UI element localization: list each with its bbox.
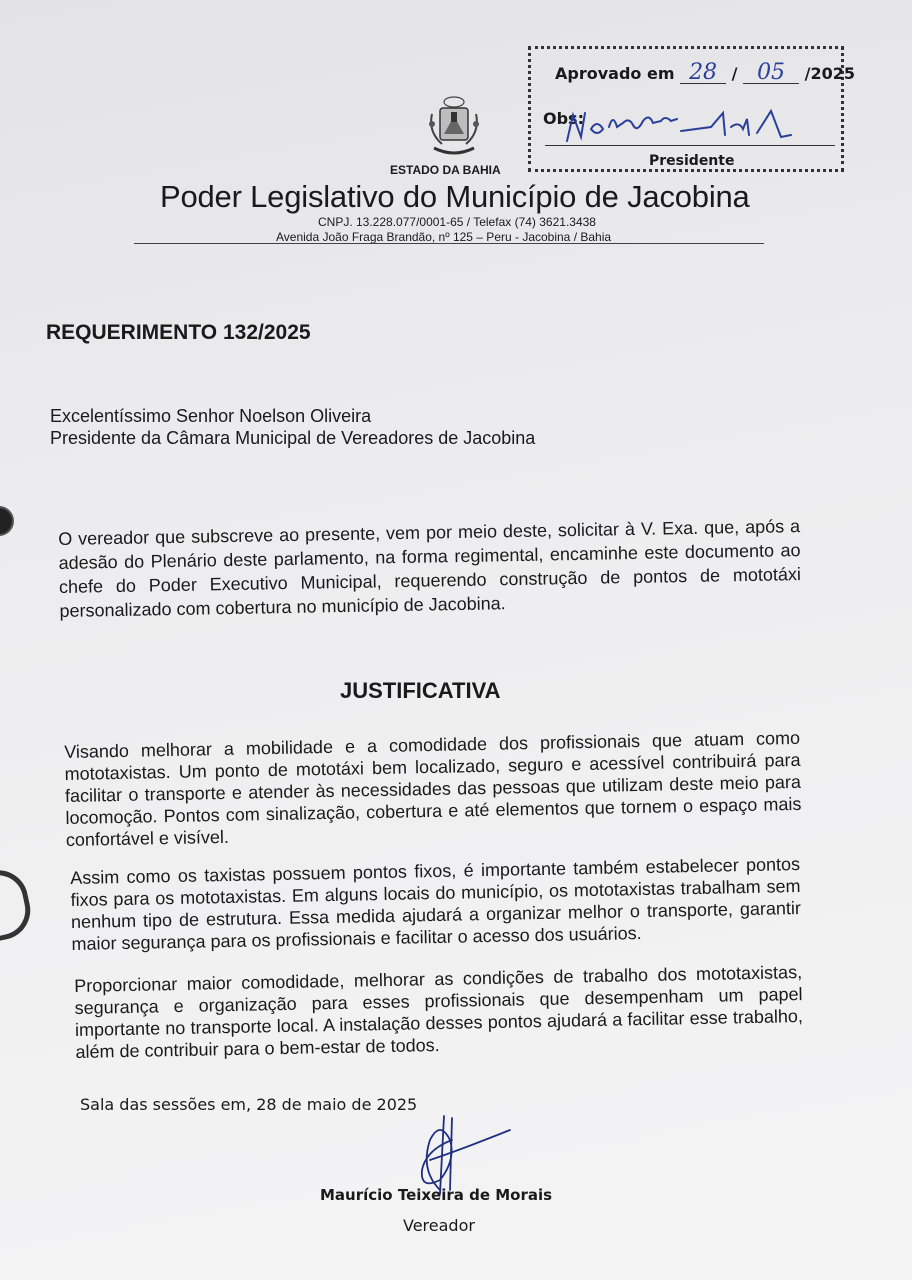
president-signature: [561, 107, 841, 147]
approval-stamp: [528, 46, 856, 172]
signatory-name: Maurício Teixeira de Morais: [320, 1186, 553, 1204]
address-line: Avenida João Fraga Brandão, nº 125 – Peru - Jacobina / Bahia: [276, 230, 612, 244]
justification-paragraph-1: Visando melhorar a mobilidade e a comodidade dos profissionais que atuam como mototaxistas. Um ponto de mototáxi bem localizado, seguro e acessível contribuirá para facilitar o transporte e atender às necessidades das pessoas que utilizam deste meio para locomoção. Pontos com sinalização, cobertura e até elementos que tornem o espaço mais confortável e visível.: [64, 727, 802, 850]
signatory-role: Vereador: [403, 1216, 475, 1235]
binder-hole: [0, 508, 12, 534]
cnpj-phone-line: CNPJ. 13.228.077/0001-65 / Telefax (74) 3621.3438: [318, 215, 596, 229]
obs-line: [545, 145, 835, 146]
state-name: ESTADO DA BAHIA: [390, 163, 501, 177]
addressee-block: [50, 405, 535, 449]
binder-ring: [0, 865, 36, 942]
bahia-coat-of-arms-icon: [424, 94, 484, 164]
request-paragraph: O vereador que subscreve ao presente, vem por meio deste, solicitar à V. Exa. que, após a adesão do Plenário deste parlamento, na forma regimental, encaminhe este documento ao chefe do Poder Executivo Municipal, requerendo construção de pontos de mototáxi personalizado com cobertura no município de Jacobina.: [58, 516, 802, 621]
approval-date-row: Aprovado em 28 / 05 /2025: [555, 60, 856, 85]
justification-paragraph-2: Assim como os taxistas possuem pontos fixos, é importante também estabelecer pontos fixos para os mototaxistas. Em alguns locais do município, os mototaxistas trabalham sem nenhum tipo de estrutura. Essa medida ajudará a organizar melhor o transporte, garantir maior segurança para os profissionais e facilitar o acesso dos usuários.: [70, 853, 802, 954]
president-label: Presidente: [649, 153, 735, 169]
document-number: REQUERIMENTO 132/2025: [46, 321, 311, 344]
header-divider: [134, 243, 764, 244]
addressee-name: Excelentíssimo Senhor Noelson Oliveira: [50, 406, 372, 426]
approval-label: Aprovado em: [555, 64, 675, 83]
approval-day: 28: [680, 63, 726, 84]
organization-title: Poder Legislativo do Município de Jacobina: [160, 179, 750, 214]
place-and-date: Sala das sessões em, 28 de maio de 2025: [80, 1095, 418, 1114]
justification-paragraph-3: Proporcionar maior comodidade, melhorar as condições de trabalho dos mototaxistas, segurança e organização para esses profissionais que desempenham um papel importante no transporte local. A instalação desses pontos ajudará a facilitar esse trabalho, além de contribuir para o bem-estar de todos.: [74, 962, 804, 1062]
approval-month: 05: [743, 63, 799, 84]
obs-label: Obs:: [543, 109, 584, 128]
addressee-role: Presidente da Câmara Municipal de Vereadores de Jacobina: [50, 428, 536, 448]
approval-year: /2025: [804, 64, 856, 83]
justification-heading: JUSTIFICATIVA: [340, 678, 501, 703]
